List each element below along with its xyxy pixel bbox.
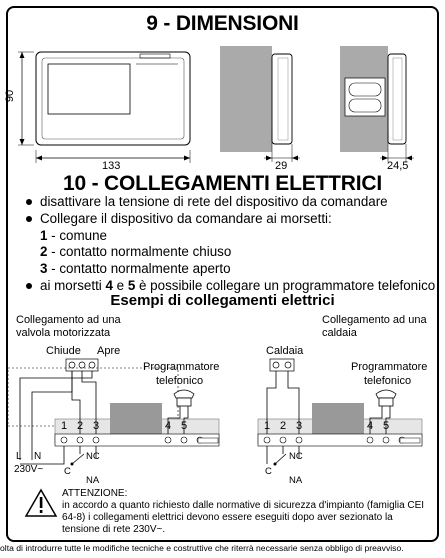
right-caption: Collegamento ad una caldaia xyxy=(322,314,427,339)
list-item: ai morsetti 4 e 5 è possibile collegare un programmatore telefonico xyxy=(26,278,435,295)
svg-text:2: 2 xyxy=(77,420,84,432)
svg-text:5: 5 xyxy=(383,420,390,432)
svg-text:telefonico: telefonico xyxy=(156,375,204,387)
list-item: disattivare la tensione di rete del dispositivo da comandare xyxy=(26,194,435,211)
svg-text:NA: NA xyxy=(86,475,100,486)
telephone-icon xyxy=(174,390,194,406)
section-title-connections: 10 - COLLEGAMENTI ELETTRICI xyxy=(63,172,382,195)
examples-title: Esempi di collegamenti elettrici xyxy=(110,292,335,309)
left-caption: Collegamento ad una valvola motorizzata xyxy=(16,314,121,339)
footer-disclaimer: olta di introdurre tutte le modifiche tecniche e costruttive che riterrà necessarie senza obbligo di preavviso. xyxy=(0,543,404,553)
diagram-valve xyxy=(8,345,219,486)
svg-text:230V~: 230V~ xyxy=(14,464,44,475)
valve-terminals xyxy=(66,359,98,371)
terminal-desc: 1 - comune xyxy=(40,227,107,243)
section-title-dimensions: 9 - DIMENSIONI xyxy=(146,12,299,35)
side-view-wall xyxy=(220,46,300,162)
svg-text:Programmatore: Programmatore xyxy=(351,361,428,373)
svg-text:NC: NC xyxy=(86,451,100,462)
warning-icon xyxy=(24,488,58,518)
diagram-boiler xyxy=(258,345,427,486)
front-view xyxy=(18,52,190,163)
svg-text:1: 1 xyxy=(264,420,271,432)
telephone-icon xyxy=(376,390,396,406)
apre-label: Apre xyxy=(97,345,121,357)
svg-text:NC: NC xyxy=(289,451,303,462)
instruction-list xyxy=(26,194,435,295)
warning-text: ATTENZIONE: in accordo a quanto richiesto dalle normative di sicurezza d'impianto (famiglia CEI 64-8) i collegamenti elettrici devono essere eseguiti dopo aver sezionato la tensione di rete 230V~. xyxy=(62,488,425,535)
wiring-diagrams xyxy=(0,340,445,490)
svg-text:3: 3 xyxy=(296,420,303,432)
svg-text:3: 3 xyxy=(93,420,100,432)
side-view-box xyxy=(340,46,414,162)
dim-width-label: 133 xyxy=(102,160,121,172)
svg-text:C: C xyxy=(265,466,272,477)
svg-text:2: 2 xyxy=(280,420,287,432)
dim-depth-a-label: 29 xyxy=(275,160,288,172)
dim-depth-b-label: 24,5 xyxy=(387,160,409,172)
bullet-icon xyxy=(26,199,32,205)
chiude-label: Chiude xyxy=(46,345,81,357)
bullet-icon xyxy=(26,216,32,222)
dim-height-label: 90 xyxy=(4,89,17,103)
svg-text:1: 1 xyxy=(61,420,68,432)
svg-text:Programmatore: Programmatore xyxy=(143,361,220,373)
svg-text:5: 5 xyxy=(181,420,188,432)
list-item: Collegare il dispositivo da comandare ai morsetti: xyxy=(26,211,435,228)
svg-text:telefonico: telefonico xyxy=(364,375,412,387)
svg-text:4: 4 xyxy=(367,420,374,432)
caldaia-label: Caldaia xyxy=(266,345,304,357)
svg-text:NA: NA xyxy=(289,475,303,486)
terminal-desc: 3 - contatto normalmente aperto xyxy=(40,261,231,277)
terminal-desc: 2 - contatto normalmente chiuso xyxy=(40,244,232,260)
svg-text:N: N xyxy=(34,451,42,462)
dimensions-drawing xyxy=(0,0,445,180)
bullet-icon xyxy=(26,283,32,289)
svg-text:C: C xyxy=(64,466,71,477)
svg-text:L: L xyxy=(16,451,22,462)
svg-text:4: 4 xyxy=(165,420,172,432)
